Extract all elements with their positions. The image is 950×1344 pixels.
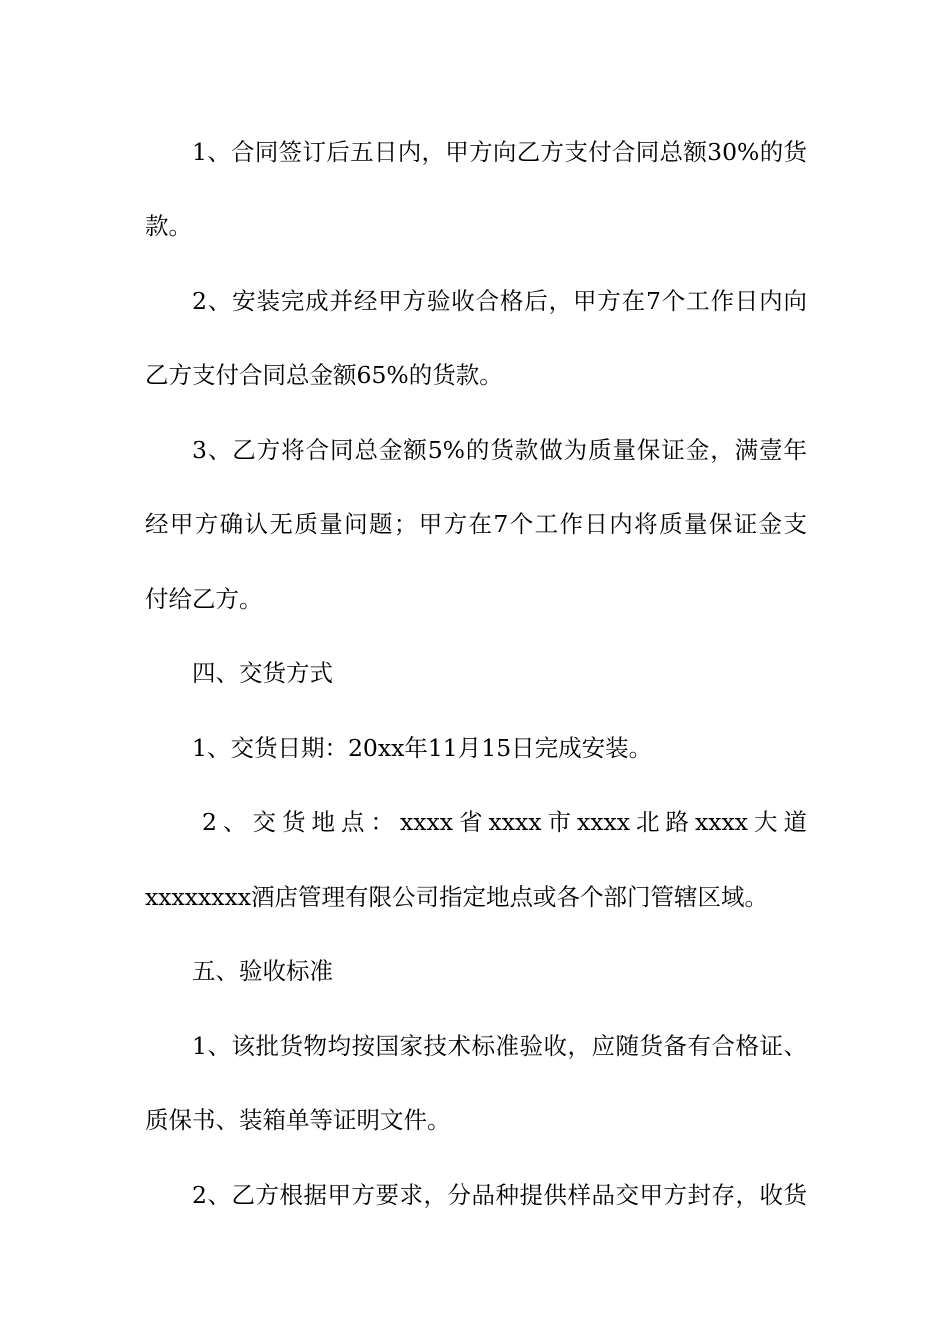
section-heading-delivery: 四、交货方式 [192, 659, 333, 687]
acceptance-clause-1-line-1: 1、该批货物均按国家技术标准验收，应随货备有合格证、 [192, 1032, 807, 1060]
acceptance-clause-2-line-1: 2、乙方根据甲方要求，分品种提供样品交甲方封存，收货 [192, 1181, 807, 1209]
section-heading-acceptance: 五、验收标准 [192, 957, 333, 985]
delivery-clause-1: 1、交货日期：20xx年11月15日完成安装。 [192, 734, 653, 762]
payment-clause-1-line-2: 款。 [145, 212, 192, 240]
payment-clause-3-line-1: 3、乙方将合同总金额5%的货款做为质量保证金，满壹年 [192, 436, 807, 464]
payment-clause-3-line-2: 经甲方确认无质量问题；甲方在7个工作日内将质量保证金支 [145, 510, 807, 538]
payment-clause-2-line-1: 2、安装完成并经甲方验收合格后，甲方在7个工作日内向 [192, 287, 807, 315]
delivery-clause-2-line-1: 2、交货地点：xxxx省xxxx市xxxx北路xxxx大道 [202, 808, 807, 836]
payment-clause-2-line-2: 乙方支付合同总金额65%的货款。 [145, 361, 503, 389]
payment-clause-3-line-3: 付给乙方。 [145, 585, 263, 613]
delivery-clause-2-line-2: xxxxxxxx酒店管理有限公司指定地点或各个部门管辖区域。 [145, 883, 769, 911]
payment-clause-1-line-1: 1、合同签订后五日内，甲方向乙方支付合同总额30%的货 [192, 138, 807, 166]
acceptance-clause-1-line-2: 质保书、装箱单等证明文件。 [145, 1106, 451, 1134]
